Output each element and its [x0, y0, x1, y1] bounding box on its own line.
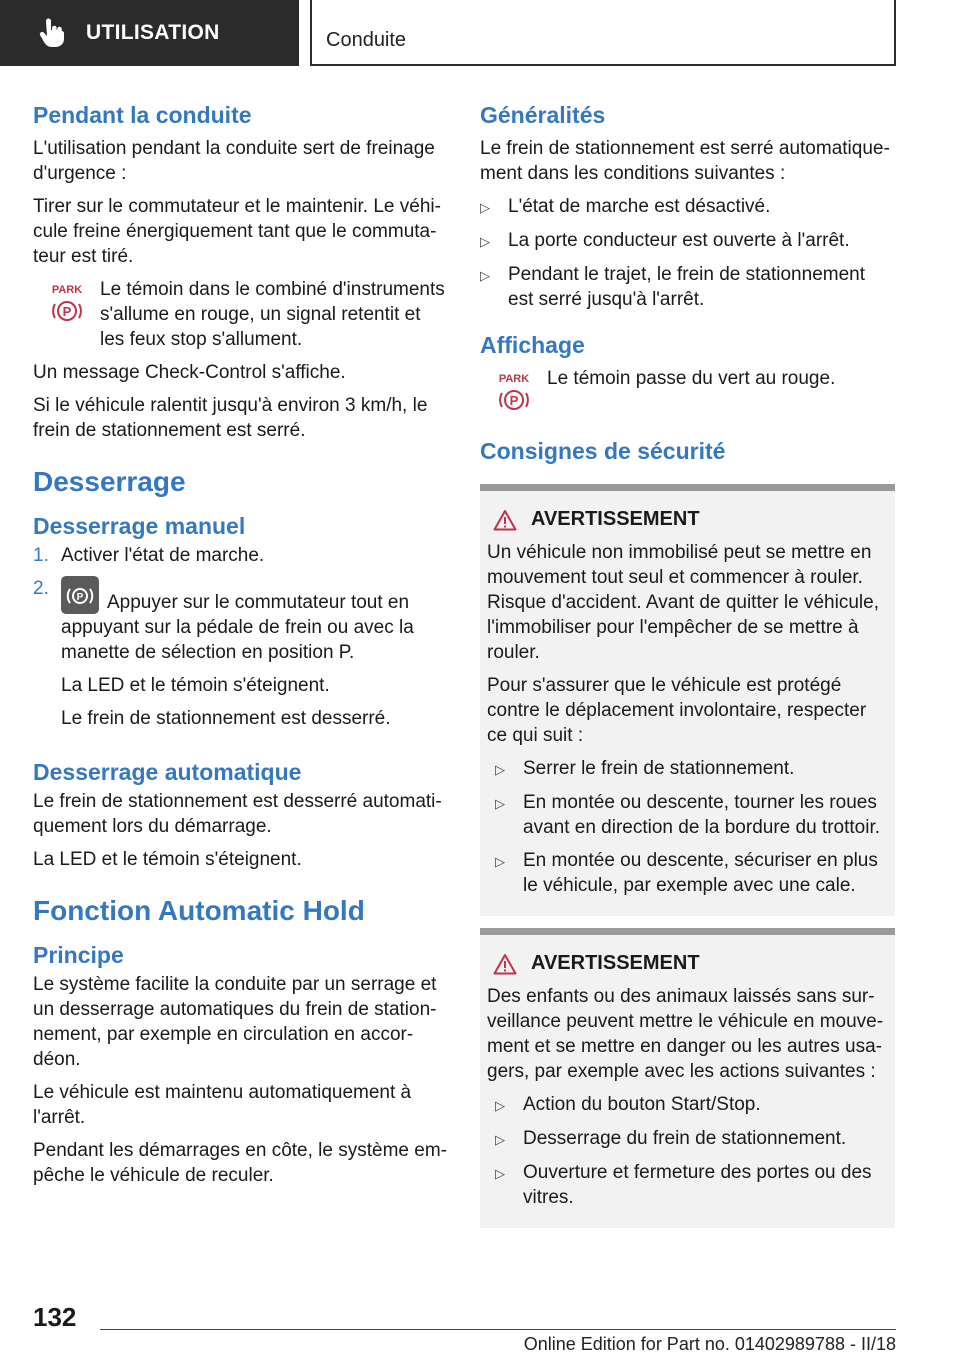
warning-title: AVERTISSEMENT: [487, 951, 888, 976]
parking-brake-switch-icon: [61, 576, 99, 614]
steps-list: [33, 543, 448, 739]
heading-consignes: Consignes de sécurité: [480, 438, 726, 464]
list-item: ▷ Ouverture et fermeture des portes ou des vitres.: [495, 1162, 872, 1208]
heading-desserrage-manuel: Desserrage manuel: [33, 513, 246, 539]
paragraph: Tirer sur le commutateur et le maintenir. Le véhicule freine énergiquement tant que le commutateur est tiré.: [33, 196, 441, 267]
triangle-bullet-icon: ▷: [495, 1098, 505, 1113]
list-item: ▷ Serrer le frein de stationnement.: [495, 756, 888, 782]
park-label: PARK: [498, 373, 529, 385]
warning-title: AVERTISSEMENT: [487, 507, 888, 532]
list-item: ▷ Pendant le trajet, le frein de stationnement est serré jusqu'à l'arrêt.: [480, 264, 866, 310]
heading-desserrage-auto: Desserrage automatique: [33, 759, 302, 785]
paragraph: Le véhicule est maintenu automatiquement à l'arrêt.: [33, 1082, 412, 1128]
park-symbol: P: [62, 304, 71, 319]
warning-box: [480, 484, 895, 916]
park-indicator-row: [33, 277, 448, 352]
section-title: UTILISATION: [86, 21, 220, 44]
triangle-bullet-icon: ▷: [480, 268, 490, 283]
heading-generalites: Généralités: [480, 102, 606, 128]
heading-pendant: Pendant la conduite: [33, 102, 252, 128]
left-column: [33, 100, 448, 1196]
heading-affichage: Affichage: [480, 332, 585, 358]
park-warning-icon: [49, 283, 85, 325]
hand-pointer-icon: [38, 18, 66, 48]
paragraph: Si le véhicule ralentit jusqu'à environ 3 km/h, le frein de stationnement est serré.: [33, 395, 428, 441]
triangle-bullet-icon: ▷: [495, 1166, 505, 1181]
step-text: Activer l'état de marche.: [61, 545, 265, 566]
paragraph: Un message Check-Control s'affiche.: [33, 362, 346, 383]
heading-principe: Principe: [33, 942, 124, 968]
step-number: 1.: [33, 545, 49, 566]
step-number: 2.: [33, 578, 49, 599]
list-item: ▷ L'état de marche est désactivé.: [480, 194, 895, 220]
paragraph: Le système facilite la conduite par un serrage et un desserrage automatiques du frein de stationnement, par exemple en circulation en accordéon.: [33, 974, 437, 1070]
warning-box: [480, 928, 895, 1228]
park-symbol: P: [509, 393, 518, 408]
heading-hold: Fonction Automatic Hold: [33, 895, 365, 926]
page-number: 132: [33, 1302, 77, 1332]
topic-title: Conduite: [326, 29, 407, 51]
park-warning-icon: [496, 372, 532, 414]
warning-triangle-icon: [493, 953, 517, 975]
bullet-list: [495, 1092, 888, 1210]
paragraph: Un véhicule non immobilisé peut se mettre en mouvement tout seul et commencer à rouler. Risque d'accident. Avant de quitter le véhicule, l'immobiliser pour l'empêcher de se mettre à rouler.: [487, 542, 879, 663]
step-item: [33, 576, 448, 739]
paragraph: Des enfants ou des animaux laissés sans surveillance peuvent mettre le véhicule en mouvement et se mettre en danger ou les autres usagers, par exemple avec les actions suivantes :: [487, 986, 884, 1082]
right-column: [480, 100, 895, 1228]
step-text: Appuyer sur le commutateur tout en appuyant sur la pédale de frein ou avec la manette de sélection en position P.: [61, 592, 414, 663]
paragraph: La LED et le témoin s'éteignent.: [33, 849, 302, 870]
bullet-list: [480, 194, 895, 312]
paragraph: Le frein de stationnement est serré automatiquement dans les conditions suivantes :: [480, 138, 890, 184]
triangle-bullet-icon: ▷: [495, 762, 505, 777]
paragraph: Pendant les démarrages en côte, le système empêche le véhicule de reculer.: [33, 1140, 447, 1186]
triangle-bullet-icon: ▷: [495, 1132, 505, 1147]
footer-edition: Online Edition for Part no. 01402989788 - II/18: [523, 1334, 896, 1354]
warning-triangle-icon: [493, 509, 517, 531]
triangle-bullet-icon: ▷: [495, 854, 505, 869]
indicator-text: Le témoin dans le combiné d'instruments s'allume en rouge, un signal retentit et les feux stop s'allument.: [100, 279, 445, 350]
indicator-text: Le témoin passe du vert au rouge.: [547, 368, 836, 389]
section-tab: [0, 0, 299, 66]
bullet-list: [495, 756, 888, 898]
list-item: ▷ La porte conducteur est ouverte à l'arrêt.: [480, 228, 895, 254]
list-item: ▷ En montée ou descente, tourner les roues avant en direction de la bordure du trottoir.: [495, 792, 881, 838]
paragraph: Le frein de stationnement est desserré.: [61, 708, 391, 729]
topic-header: [310, 0, 896, 66]
paragraph: L'utilisation pendant la conduite sert de freinage d'urgence :: [33, 138, 435, 184]
list-item: ▷ Desserrage du frein de stationnement.: [495, 1126, 888, 1152]
park-label: PARK: [51, 284, 82, 296]
park-indicator-row: [480, 366, 895, 414]
paragraph: La LED et le témoin s'éteignent.: [61, 675, 330, 696]
footer-divider: [100, 1329, 896, 1330]
paragraph: Pour s'assurer que le véhicule est protégé contre le déplacement involontaire, respecter ce qui suit :: [487, 675, 867, 746]
step-item: [33, 543, 448, 568]
list-item: ▷ En montée ou descente, sécuriser en plus le véhicule, par exemple avec une cale.: [495, 850, 878, 896]
list-item: ▷ Action du bouton Start/Stop.: [495, 1092, 888, 1118]
paragraph: Le frein de stationnement est desserré automatiquement lors du démarrage.: [33, 791, 442, 837]
triangle-bullet-icon: ▷: [480, 234, 490, 249]
triangle-bullet-icon: ▷: [480, 200, 490, 215]
heading-desserrage: Desserrage: [33, 466, 186, 497]
switch-symbol: P: [76, 592, 84, 603]
triangle-bullet-icon: ▷: [495, 796, 505, 811]
